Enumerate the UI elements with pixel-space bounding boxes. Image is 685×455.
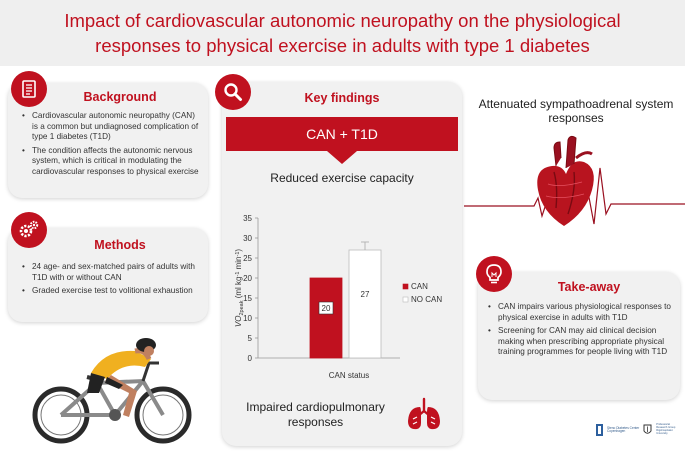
- steno-logo-icon: [596, 424, 603, 436]
- y-tick-label: 20: [243, 274, 252, 283]
- methods-bullet-2: • Graded exercise test to volitional exhaustion: [22, 286, 202, 297]
- page-title: Impact of cardiovascular autonomic neuropathy on the physiological responses to physical exercise in adults with type 1 diabetes: [64, 10, 621, 56]
- methods-title: Methods: [94, 238, 146, 252]
- university-logo-line-2: Research Group: [656, 426, 676, 430]
- steno-logo-line-1: Steno Diabetes Center: [607, 425, 640, 430]
- methods-list: [22, 262, 202, 300]
- takeaway-badge: [476, 256, 512, 292]
- bar-can: [310, 278, 342, 358]
- takeaway-title: Take-away: [557, 280, 621, 294]
- lightbulb-icon: [485, 263, 503, 285]
- university-logo-line-1: Professorial: [656, 423, 670, 427]
- y-tick-label: 35: [243, 214, 252, 223]
- impaired-responses-label-1: Impaired cardiopulmonary: [246, 400, 385, 414]
- background-bullet-1: • Cardiovascular autonomic neuropathy (CAN) is a common but undiagnosed complication of type 1 diabetes (T1D): [22, 111, 202, 143]
- can-t1d-banner: CAN + T1D: [226, 117, 458, 151]
- sympathoadrenal-label-2: responses: [548, 111, 604, 125]
- university-seal-icon: [643, 424, 652, 436]
- methods-badge: [11, 212, 47, 248]
- takeaway-bullet-1: • CAN impairs various physiological responses to physical exercise in adults with T1D: [488, 302, 676, 323]
- background-badge: [11, 71, 47, 107]
- takeaway-bullet-2: • Screening for CAN may aid clinical decision making when prescribing appropriate physical training programmes for people living with T1D: [488, 326, 676, 358]
- takeaway-list: [488, 302, 676, 361]
- methods-bullet-1: • 24 age- and sex-matched pairs of adults with T1D with or without CAN: [22, 262, 202, 283]
- reduced-capacity-label: Reduced exercise capacity: [270, 171, 414, 185]
- legend-swatch: [403, 284, 408, 289]
- data-label: 27: [360, 290, 370, 299]
- steno-logo-line-2: Copenhagen: [607, 429, 626, 433]
- legend-label: NO CAN: [411, 295, 443, 304]
- y-tick-label: 5: [247, 334, 252, 343]
- cyclist-icon: [25, 323, 200, 451]
- bar-no-can: [349, 250, 381, 358]
- vo2peak-bar-chart: [228, 205, 460, 380]
- y-tick-label: 25: [243, 254, 252, 263]
- university-logo-line-4: University: [656, 431, 668, 435]
- legend-swatch: [403, 297, 408, 302]
- y-tick-label: 0: [247, 354, 252, 363]
- search-icon: [223, 82, 243, 102]
- steno-logo-text: [607, 427, 639, 434]
- document-icon: [20, 79, 38, 99]
- header-banner: [0, 0, 685, 66]
- background-bullet-2: • The condition affects the autonomic nervous system, which is critical in modulating the cardiovascular responses to physical exercise: [22, 146, 202, 178]
- down-arrow-icon: [327, 151, 357, 164]
- x-axis-label: CAN status: [328, 371, 370, 380]
- y-tick-label: 15: [243, 294, 252, 303]
- gears-icon: [18, 220, 40, 240]
- heart-icon: [464, 128, 685, 238]
- institution-logos: [596, 424, 675, 436]
- y-tick-label: 30: [243, 234, 252, 243]
- key-findings-badge: [215, 74, 251, 110]
- key-findings-title: Key findings: [304, 91, 380, 105]
- data-label: 20: [321, 304, 331, 313]
- sympathoadrenal-label-1: Attenuated sympathoadrenal system: [478, 97, 674, 111]
- y-tick-label: 10: [243, 314, 252, 323]
- lungs-icon: [405, 397, 443, 433]
- background-title: Background: [83, 90, 157, 104]
- legend-label: CAN: [411, 282, 428, 291]
- university-logo-line-3: Rigshospitalet: [656, 429, 673, 432]
- impaired-responses-label-2: responses: [287, 415, 344, 429]
- y-axis-label: VO2peak (ml kg-1 min-1): [234, 248, 245, 328]
- background-list: [22, 111, 202, 181]
- university-logo-text: [656, 424, 675, 435]
